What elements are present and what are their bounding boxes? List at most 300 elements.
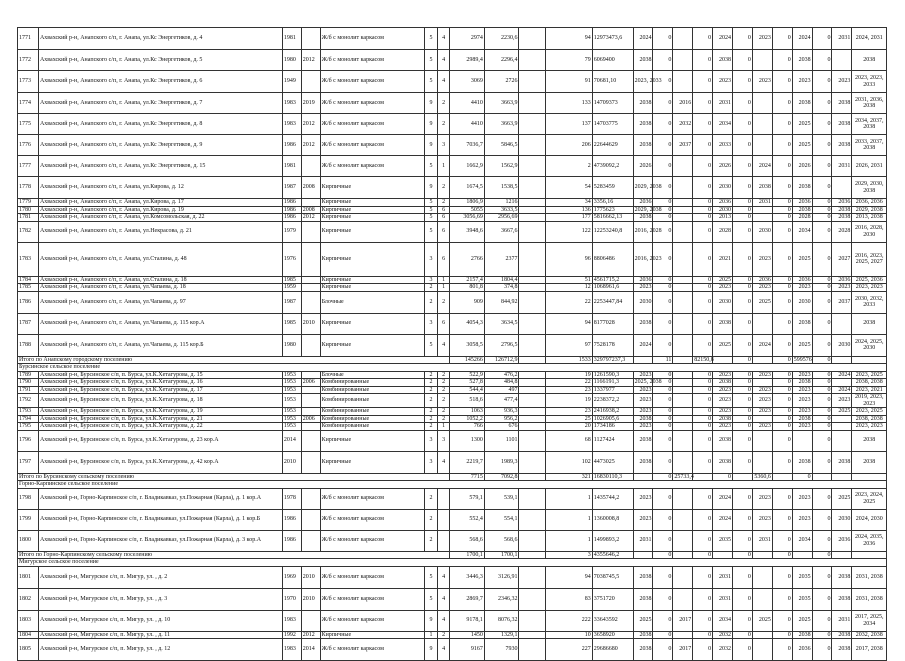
total-label: Итого по Горно-Карпинскому сельскому поселению: [18, 551, 450, 559]
table-cell: [301, 242, 320, 276]
table-cell: 9: [425, 639, 438, 661]
table-cell: [673, 415, 693, 423]
table-cell: [673, 408, 693, 416]
table-cell: 7036,7: [450, 135, 485, 156]
table-cell: 0: [693, 408, 713, 416]
table-cell: 2028: [832, 221, 852, 242]
table-cell: 0: [653, 423, 673, 431]
table-cell: 2038: [633, 114, 653, 135]
table-cell: 3634,5: [484, 313, 519, 334]
table-cell: 0: [653, 50, 673, 71]
table-cell: 2023: [713, 71, 733, 93]
table-cell: [519, 451, 545, 473]
table-cell: 2016, 2028, 2030: [852, 221, 887, 242]
table-cell: [832, 423, 852, 431]
table-cell: 2014: [301, 639, 320, 661]
table-row: [18, 50, 887, 71]
table-cell: 1791: [18, 386, 39, 394]
table-cell: Комбинированные: [320, 408, 425, 416]
table-cell: [792, 430, 812, 451]
table-cell: Ж/б с монолит каркасом: [320, 71, 425, 93]
table-cell: Ж/б с монолит каркасом: [320, 610, 425, 631]
table-cell: 0: [733, 177, 753, 199]
table-cell: 91: [545, 71, 592, 93]
table-cell: 0: [693, 242, 713, 276]
table-cell: [301, 386, 320, 394]
table-cell: 2219,7: [450, 451, 485, 473]
table-cell: 568,6: [450, 530, 485, 551]
table-cell: 0: [733, 451, 753, 473]
total-cell: 1700,1: [484, 551, 519, 559]
table-cell: 2: [437, 379, 450, 387]
table-cell: Ж/б с монолит каркасом: [320, 135, 425, 156]
table-cell: Комбинированные: [320, 423, 425, 431]
table-cell: [519, 199, 545, 207]
table-cell: 2013: [713, 214, 733, 222]
table-cell: 2032: [713, 631, 733, 639]
total-cell: 0: [733, 356, 753, 364]
table-cell: 5816662,13: [592, 214, 633, 222]
table-cell: [301, 430, 320, 451]
table-cell: 2026: [633, 156, 653, 177]
table-cell: Комбинированные: [320, 394, 425, 408]
table-cell: 1953: [282, 408, 301, 416]
table-cell: [301, 423, 320, 431]
table-cell: 2023, 2023, 2033: [852, 71, 887, 93]
table-cell: 2: [437, 386, 450, 394]
table-cell: 2038: [752, 177, 772, 199]
table-cell: 0: [733, 50, 753, 71]
table-cell: 1804,4: [484, 276, 519, 284]
table-cell: 2031, 2038: [852, 566, 887, 588]
address-cell: Ахвахский р-н, Анапского с/п, г. Анапа, ул.Чапаева, д. 115 кор.А: [38, 313, 282, 334]
table-cell: 1986: [282, 135, 301, 156]
table-cell: 0: [693, 313, 713, 334]
table-cell: 0: [653, 408, 673, 416]
address-cell: Ахвахский р-н, Бурсинское с/п, п. Бурса, ул.К.Хетагурова, д. 17: [38, 386, 282, 394]
table-cell: 2: [425, 415, 438, 423]
table-cell: 1674,5: [450, 177, 485, 199]
table-cell: 1435744,2: [592, 488, 633, 509]
table-cell: 0: [693, 415, 713, 423]
table-cell: 374,8: [484, 284, 519, 292]
table-cell: 2038: [713, 451, 733, 473]
table-cell: 2038: [633, 415, 653, 423]
table-cell: 9167: [450, 639, 485, 661]
table-cell: [301, 394, 320, 408]
table-cell: 2025: [832, 488, 852, 509]
address-cell: Ахвахский р-н, Бурсинское с/п, п. Бурса, ул.К.Хетагурова, д. 22: [38, 423, 282, 431]
table-cell: 0: [693, 214, 713, 222]
table-cell: 0: [772, 276, 792, 284]
table-cell: [752, 114, 772, 135]
total-row: [18, 356, 887, 364]
table-cell: 1026905,6: [592, 415, 633, 423]
table-cell: 1802: [18, 588, 39, 610]
table-cell: 1562,9: [484, 156, 519, 177]
table-cell: 2024: [713, 28, 733, 50]
table-cell: 0: [772, 610, 792, 631]
table-cell: 5: [425, 199, 438, 207]
table-cell: 3356,16: [592, 199, 633, 207]
table-cell: 2: [437, 114, 450, 135]
table-row: [18, 221, 887, 242]
table-cell: 1986: [282, 214, 301, 222]
table-cell: 2023: [752, 386, 772, 394]
table-cell: 0: [772, 379, 792, 387]
total-cell: [832, 551, 852, 559]
table-cell: 2010: [282, 451, 301, 473]
table-cell: 2033, 2037, 2038: [852, 135, 887, 156]
table-cell: 2023: [752, 423, 772, 431]
table-cell: 0: [812, 313, 832, 334]
table-cell: 2038: [713, 313, 733, 334]
table-cell: 2038: [633, 631, 653, 639]
table-cell: 0: [693, 50, 713, 71]
total-cell: 0: [713, 473, 733, 481]
table-cell: 5055: [450, 206, 485, 214]
table-cell: 1775623: [592, 206, 633, 214]
table-row: [18, 423, 887, 431]
table-cell: [673, 313, 693, 334]
table-cell: 2029, 2038: [633, 177, 653, 199]
table-cell: 3446,3: [450, 566, 485, 588]
table-cell: 0: [653, 631, 673, 639]
table-cell: 2031, 2036, 2038: [852, 93, 887, 114]
table-cell: 2726: [484, 71, 519, 93]
table-cell: 0: [772, 135, 792, 156]
table-cell: 2012: [301, 631, 320, 639]
table-cell: 1779: [18, 199, 39, 207]
total-cell: [752, 356, 772, 364]
table-cell: 2032: [713, 639, 733, 661]
table-cell: 3667,6: [484, 221, 519, 242]
table-cell: 1: [437, 284, 450, 292]
table-cell: 0: [733, 371, 753, 379]
table-cell: 2008: [301, 177, 320, 199]
table-cell: 0: [812, 610, 832, 631]
table-cell: 2025: [792, 242, 812, 276]
table-cell: 0: [733, 610, 753, 631]
table-cell: 0: [653, 488, 673, 509]
table-cell: 0: [772, 114, 792, 135]
table-cell: [301, 71, 320, 93]
total-cell: 4355646,2: [592, 551, 633, 559]
table-cell: 2025: [752, 610, 772, 631]
table-cell: [519, 530, 545, 551]
table-cell: 2008: [301, 206, 320, 214]
table-cell: [752, 214, 772, 222]
total-cell: 0: [733, 551, 753, 559]
table-cell: 7930: [484, 639, 519, 661]
table-cell: 0: [693, 423, 713, 431]
table-cell: 3: [425, 313, 438, 334]
table-cell: 0: [772, 408, 792, 416]
table-cell: 1969: [282, 566, 301, 588]
table-cell: 1052,2: [450, 415, 485, 423]
table-cell: 2016, 2028: [633, 221, 653, 242]
table-cell: 2010: [301, 313, 320, 334]
address-cell: Ахвахский р-н, Анапского с/п, г. Анапа, ул.Кс Энергетиков, д. 8: [38, 114, 282, 135]
table-cell: 2010: [301, 588, 320, 610]
table-cell: 5: [425, 221, 438, 242]
table-cell: 1790: [18, 379, 39, 387]
table-cell: 2038: [832, 639, 852, 661]
table-cell: 1976: [282, 242, 301, 276]
table-row: [18, 214, 887, 222]
table-cell: 1792: [18, 394, 39, 408]
table-row: [18, 242, 887, 276]
table-cell: 0: [733, 639, 753, 661]
table-cell: 2024, 2031: [852, 28, 887, 50]
table-cell: 2031: [832, 28, 852, 50]
table-cell: 0: [653, 114, 673, 135]
table-cell: [519, 566, 545, 588]
table-cell: 2: [437, 93, 450, 114]
table-cell: 2030: [713, 206, 733, 214]
table-cell: 2038: [832, 566, 852, 588]
table-cell: 0: [772, 394, 792, 408]
table-cell: Кирпичные: [320, 199, 425, 207]
table-cell: 2023: [752, 509, 772, 530]
table-row: [18, 71, 887, 93]
table-cell: [519, 28, 545, 50]
table-cell: 2253447,84: [592, 291, 633, 313]
table-cell: 54: [545, 177, 592, 199]
table-cell: 1: [545, 488, 592, 509]
table-cell: 2: [437, 371, 450, 379]
table-cell: 0: [733, 488, 753, 509]
table-cell: 94: [545, 28, 592, 50]
table-cell: 0: [693, 28, 713, 50]
table-cell: 0: [772, 206, 792, 214]
address-cell: Ахвахский р-н, Мигурское с/п, п. Мигур, ул. , д. 11: [38, 631, 282, 639]
table-row: [18, 451, 887, 473]
table-cell: 0: [693, 430, 713, 451]
table-cell: 0: [733, 71, 753, 93]
table-cell: 25: [545, 415, 592, 423]
table-cell: 1803: [18, 610, 39, 631]
table-cell: [519, 156, 545, 177]
table-cell: 1778: [18, 177, 39, 199]
table-cell: [519, 291, 545, 313]
table-cell: 1261590,3: [592, 371, 633, 379]
table-cell: 2038: [792, 313, 812, 334]
table-cell: 3: [437, 430, 450, 451]
table-cell: 2974: [450, 28, 485, 50]
table-cell: 2036: [792, 276, 812, 284]
table-cell: 0: [772, 631, 792, 639]
total-cell: 7715: [450, 473, 485, 481]
table-cell: [673, 394, 693, 408]
table-cell: 2023: [792, 509, 812, 530]
address-cell: Ахвахский р-н, Бурсинское с/п, п. Бурса, ул.К.Хетагурова, д. 23 кор.А: [38, 430, 282, 451]
table-cell: 497: [484, 386, 519, 394]
table-cell: [673, 588, 693, 610]
table-cell: 0: [812, 631, 832, 639]
table-cell: [673, 530, 693, 551]
table-cell: 484,8: [484, 379, 519, 387]
table-cell: 0: [693, 93, 713, 114]
table-cell: 0: [733, 588, 753, 610]
table-cell: 0: [733, 114, 753, 135]
table-cell: 0: [733, 214, 753, 222]
table-cell: 1777: [18, 156, 39, 177]
table-cell: Ж/б с монолит каркасом: [320, 588, 425, 610]
table-cell: 2024: [713, 488, 733, 509]
table-cell: 2037: [673, 135, 693, 156]
table-cell: [519, 588, 545, 610]
table-cell: [519, 93, 545, 114]
table-cell: 0: [772, 199, 792, 207]
table-cell: 12253240,8: [592, 221, 633, 242]
table-cell: 2023: [713, 284, 733, 292]
table-cell: 0: [693, 451, 713, 473]
table-cell: 4: [437, 639, 450, 661]
table-cell: Кирпичные: [320, 430, 425, 451]
table-cell: 2023: [713, 408, 733, 416]
table-cell: 2036: [792, 639, 812, 661]
table-cell: 23: [545, 386, 592, 394]
table-cell: 2377: [484, 242, 519, 276]
table-cell: 3633,5: [484, 206, 519, 214]
address-cell: Ахвахский р-н, Анапского с/п, г. Анапа, ул.Кс Энергетиков, д. 5: [38, 50, 282, 71]
table-cell: 0: [653, 588, 673, 610]
table-cell: 94: [545, 313, 592, 334]
table-cell: 2038: [713, 430, 733, 451]
table-cell: 0: [653, 214, 673, 222]
table-cell: 0: [653, 430, 673, 451]
table-cell: 2030: [792, 291, 812, 313]
table-cell: 0: [653, 639, 673, 661]
table-cell: 2017, 2038: [852, 639, 887, 661]
table-cell: Ж/б с монолит каркасом: [320, 639, 425, 661]
table-cell: [437, 530, 450, 551]
table-cell: 1300: [450, 430, 485, 451]
table-cell: 2035: [792, 566, 812, 588]
table-cell: 3058,5: [450, 334, 485, 356]
table-cell: 2038: [792, 177, 812, 199]
table-cell: 2023: [752, 394, 772, 408]
table-cell: 2038: [832, 631, 852, 639]
table-cell: 539,1: [484, 488, 519, 509]
table-cell: 2012: [301, 50, 320, 71]
table-cell: Кирпичные: [320, 221, 425, 242]
table-cell: [301, 28, 320, 50]
table-cell: 0: [772, 566, 792, 588]
table-cell: 9: [425, 177, 438, 199]
table-cell: 2025: [713, 276, 733, 284]
table-cell: 2036: [832, 276, 852, 284]
table-cell: 1796: [18, 430, 39, 451]
table-cell: Ж/б с монолит каркасом: [320, 156, 425, 177]
table-cell: [301, 156, 320, 177]
table-cell: [752, 379, 772, 387]
table-cell: 2034: [713, 610, 733, 631]
table-cell: 33643592: [592, 610, 633, 631]
table-cell: 2012: [301, 135, 320, 156]
table-cell: Блочные: [320, 371, 425, 379]
table-cell: 1970: [282, 588, 301, 610]
table-cell: 0: [653, 610, 673, 631]
table-cell: 2036: [832, 530, 852, 551]
table-cell: 3: [425, 276, 438, 284]
table-cell: [673, 291, 693, 313]
table-cell: 0: [772, 291, 792, 313]
table-cell: 0: [772, 334, 792, 356]
table-row: [18, 610, 887, 631]
table-cell: 2: [425, 386, 438, 394]
table-cell: 1772: [18, 50, 39, 71]
table-cell: [673, 451, 693, 473]
table-cell: 12973473,6: [592, 28, 633, 50]
table-cell: [519, 221, 545, 242]
table-cell: 2023: [832, 394, 852, 408]
table-cell: [301, 221, 320, 242]
table-cell: 3: [425, 430, 438, 451]
table-cell: 2037: [832, 291, 852, 313]
table-row: [18, 415, 887, 423]
table-cell: 1789: [18, 371, 39, 379]
table-cell: 2036: [633, 276, 653, 284]
table-cell: 0: [772, 177, 792, 199]
table-cell: Кирпичные: [320, 276, 425, 284]
table-cell: 2023: [792, 386, 812, 394]
table-cell: 2023: [713, 371, 733, 379]
table-cell: 2023, 2023: [852, 423, 887, 431]
table-cell: [832, 430, 852, 451]
table-cell: [673, 430, 693, 451]
table-cell: 0: [812, 206, 832, 214]
table-cell: 2: [545, 156, 592, 177]
table-cell: 0: [733, 530, 753, 551]
table-cell: 0: [733, 242, 753, 276]
table-cell: 4: [437, 28, 450, 50]
table-cell: 0: [733, 313, 753, 334]
table-cell: 1127424: [592, 430, 633, 451]
table-cell: 2023: [633, 408, 653, 416]
table-cell: 0: [772, 488, 792, 509]
table-cell: 1953: [282, 386, 301, 394]
total-cell: [519, 551, 545, 559]
table-cell: Ж/б с монолит каркасом: [320, 114, 425, 135]
section-header-row: [18, 481, 887, 489]
table-row: [18, 639, 887, 661]
table-cell: [673, 199, 693, 207]
table-cell: 2: [425, 509, 438, 530]
table-cell: 1794: [18, 415, 39, 423]
total-cell: [673, 551, 693, 559]
table-cell: 2023: [792, 284, 812, 292]
table-cell: 2023: [633, 509, 653, 530]
table-cell: 1798: [18, 488, 39, 509]
table-cell: [752, 206, 772, 214]
total-cell: 1700,1: [450, 551, 485, 559]
table-cell: [519, 276, 545, 284]
total-row: [18, 473, 887, 481]
total-cell: 11: [653, 356, 673, 364]
table-cell: 2031: [832, 156, 852, 177]
table-cell: 2038: [633, 430, 653, 451]
table-cell: 1797: [18, 451, 39, 473]
address-cell: Ахвахский р-н, Анапского с/п, г. Анапа, ул.Кс Энергетиков, д. 4: [38, 28, 282, 50]
table-cell: 0: [812, 588, 832, 610]
table-cell: 0: [733, 631, 753, 639]
table-cell: 0: [693, 156, 713, 177]
table-cell: 2017: [673, 610, 693, 631]
table-cell: 2010: [301, 566, 320, 588]
table-cell: 2030: [832, 509, 852, 530]
